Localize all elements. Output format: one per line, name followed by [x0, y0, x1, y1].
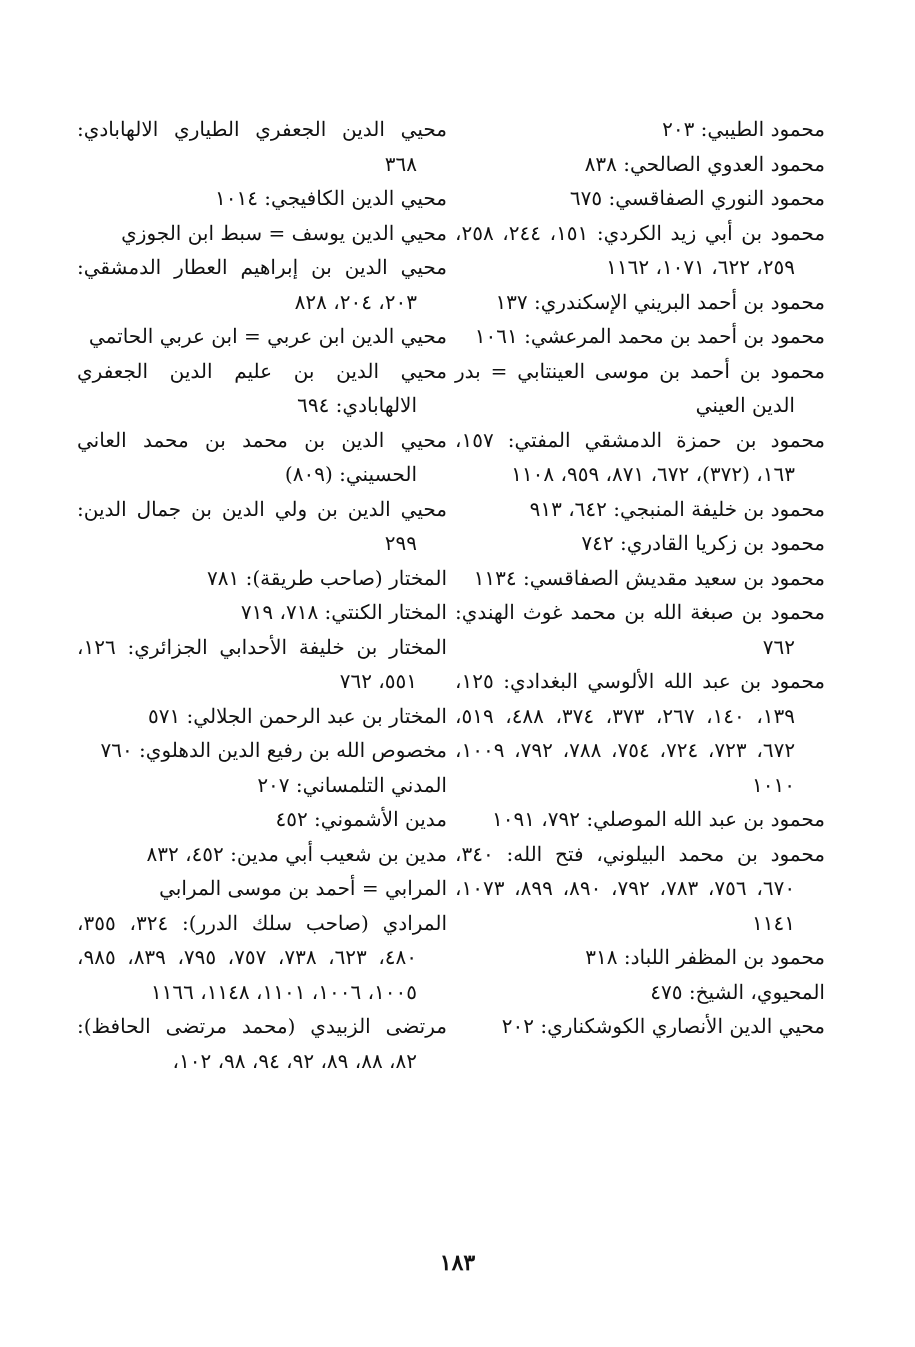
- index-entry: محمود العدوي الصالحي: ٨٣٨: [584, 151, 825, 176]
- index-entry: محيي الدين الجعفري الطياري الالهابادي: ٣٦٨: [77, 117, 447, 176]
- index-entry: محمود بن عبد الله الألوسي البغدادي: ١٢٥، ١٣٩، ١٤٠، ٢٦٧، ٣٧٣، ٣٧٤، ٤٨٨، ٥١٩، ٦٧٢، ٧٢٣، ٧٢٤، ٧٥٤، ٧٨٨، ٧٩٢، ١٠٠٩، ١٠١٠: [455, 669, 825, 797]
- index-entry: المحيوي، الشيخ: ٤٧٥: [650, 979, 825, 1004]
- index-entry: محيي الدين الأنصاري الكوشكناري: ٢٠٢: [501, 1014, 825, 1038]
- page-number: ١٨٣: [439, 1250, 476, 1276]
- index-entry: المرادي (صاحب سلك الدرر): ٣٢٤، ٣٥٥، ٤٨٠، ٦٢٣، ٧٣٨، ٧٥٧، ٧٩٥، ٨٣٩، ٩٨٥، ١٠٠٥، ١٠٠٦، ١١٠١، ١١٤٨، ١١٦٦: [77, 910, 447, 1004]
- index-entry: محمود بن سعيد مقديش الصفاقسي: ١١٣٤: [473, 565, 825, 590]
- index-entry: المدني التلمساني: ٢٠٧: [257, 772, 447, 797]
- index-entry: محمود بن المظفر اللباد: ٣١٨: [585, 945, 825, 969]
- index-entry: مخصوص الله بن رفيع الدين الدهلوي: ٧٦٠: [100, 738, 447, 762]
- index-entry: مدين بن شعيب أبي مدين: ٤٥٢، ٨٣٢: [146, 841, 447, 866]
- index-entry: المختار (صاحب طريقة): ٧٨١: [207, 565, 447, 590]
- index-entry: محمود بن حمزة الدمشقي المفتي: ١٥٧، ١٦٣، (٣٧٢)، ٦٧٢، ٨٧١، ٩٥٩، ١١٠٨: [455, 427, 825, 486]
- index-entry: محيي الدين بن إبراهيم العطار الدمشقي: ٢٠٣، ٢٠٤، ٨٢٨: [77, 255, 447, 314]
- index-entry: مدين الأشموني: ٤٥٢: [275, 807, 447, 831]
- index-column-right: [455, 112, 825, 1044]
- index-entry: محمود بن أحمد بن موسى العينتابي = بدر الدين العيني: [455, 358, 825, 417]
- index-entry: محمود بن أبي زيد الكردي: ١٥١، ٢٤٤، ٢٥٨، ٢٥٩، ٦٢٢، ١٠٧١، ١١٦٢: [455, 220, 826, 279]
- index-entry: مرتضى الزبيدي (محمد مرتضى الحافظ): ٨٢، ٨٨، ٨٩، ٩٢، ٩٤، ٩٨، ١٠٢،: [77, 1014, 447, 1073]
- index-entry: محيي الدين بن عليم الدين الجعفري الالهابادي: ٦٩٤: [77, 358, 447, 417]
- index-entry: محمود بن أحمد البريني الإسكندري: ١٣٧: [495, 289, 825, 314]
- index-entry: محيي الدين بن محمد بن محمد العاني الحسيني: (٨٠٩): [77, 427, 447, 486]
- index-entry: محمود الطيبي: ٢٠٣: [662, 117, 825, 141]
- index-entry: محيي الدين يوسف = سبط ابن الجوزي: [121, 220, 447, 245]
- index-entry: محمود بن عبد الله الموصلي: ٧٩٢، ١٠٩١: [491, 807, 825, 831]
- index-entry: محيي الدين الكافيجي: ١٠١٤: [214, 186, 447, 210]
- index-entry: محيي الدين ابن عربي = ابن عربي الحاتمي: [88, 324, 447, 348]
- index-entry: محمود بن أحمد بن محمد المرعشي: ١٠٦١: [474, 324, 825, 348]
- index-column-left: [77, 112, 447, 1078]
- index-entry: المرابي = أحمد بن موسى المرابي: [159, 876, 447, 900]
- index-entry: محمود بن صبغة الله بن محمد غوث الهندي: ٧٦٢: [455, 600, 825, 659]
- index-entry: محمود بن محمد البيلوني، فتح الله: ٣٤٠، ٦٧٠، ٧٥٦، ٧٨٣، ٧٩٢، ٨٩٠، ٨٩٩، ١٠٧٣، ١١٤١: [455, 841, 825, 935]
- index-entry: محمود النوري الصفاقسي: ٦٧٥: [569, 186, 825, 210]
- index-entry: المختار الكنتي: ٧١٨، ٧١٩: [240, 600, 447, 624]
- index-entry: محمود بن زكريا القادري: ٧٤٢: [581, 531, 825, 555]
- index-entry: محمود بن خليفة المنبجي: ٦٤٢، ٩١٣: [529, 496, 825, 521]
- index-entry: المختار بن خليفة الأحدابي الجزائري: ١٢٦، ٥٥١، ٧٦٢: [77, 634, 447, 693]
- index-entry: محيي الدين بن ولي الدين بن جمال الدين: ٢٩٩: [77, 496, 447, 555]
- index-entry: المختار بن عبد الرحمن الجلالي: ٥٧١: [147, 703, 447, 728]
